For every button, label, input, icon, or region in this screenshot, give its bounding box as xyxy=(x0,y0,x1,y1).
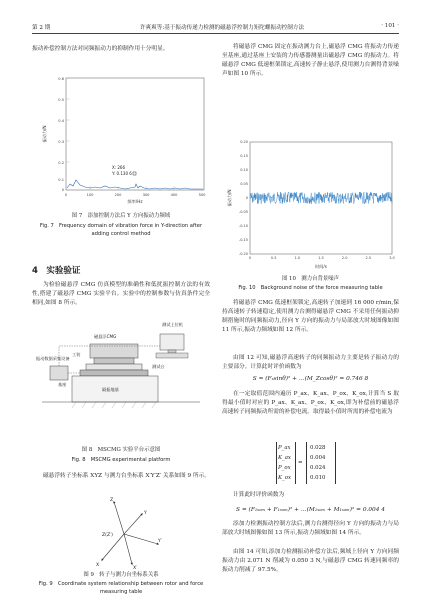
figure-8-diagram xyxy=(32,316,210,436)
fig10-ytick: -0.15 xyxy=(238,238,248,243)
axis-y: Y xyxy=(144,511,147,516)
left-paragraph-2: 为检验磁悬浮 CMG 仿真模型的准确性和低扰振控制方法的有效性,搭建了磁悬浮 CMG 实验平台。实验中的控制参数与仿真条件完全相同,如图 8 所示。 xyxy=(32,282,210,307)
right-paragraph-1: 将磁悬浮 CMG 固定在振动测力台上,磁悬浮 CMG 将振动力传递至基座,通过基座上安装的力传感器测量出磁悬浮 CMG 的振动力。将磁悬浮 CMG 低速框架锁定,高速转子静止悬浮,使用测力台测得背景噪声如图 10 所示。 xyxy=(222,44,399,78)
matrix-var-0: P_ax xyxy=(278,445,291,451)
left-paragraph-3: 磁悬浮转子坐标系 XYZ 与测力台坐标系 X′Y′Z′ 关系如图 9 所示。 xyxy=(43,473,210,479)
matrix-val-1: 0.004 xyxy=(310,455,326,461)
svg-text:0: 0 xyxy=(64,193,68,197)
svg-text:0.1: 0.1 xyxy=(58,178,64,182)
fig10-ytick: 0.20 xyxy=(240,140,248,145)
fig10-ytick: 0.15 xyxy=(240,154,248,159)
fig9-caption-cn: 图 9 转子与测力台坐标系关系 xyxy=(83,572,159,578)
svg-text:400: 400 xyxy=(170,193,178,197)
fig10-ylabel: 振动力/N xyxy=(227,189,232,207)
datatip-x: X: 266 xyxy=(112,165,125,170)
matrix-val-2: 0.024 xyxy=(310,465,326,471)
svg-text:500: 500 xyxy=(198,193,206,197)
figure-9 xyxy=(80,492,170,570)
svg-text:200: 200 xyxy=(114,193,122,197)
axis-zz: Z(Z′) xyxy=(102,533,113,538)
matrix-val-0: 0.028 xyxy=(310,445,326,451)
fig10-ytick: 0.10 xyxy=(240,168,248,173)
figure-7-plot xyxy=(40,72,210,210)
fig10-xlabel: 时间/s xyxy=(315,264,327,269)
right-paragraph-2: 将磁悬浮 CMG 低速框架锁定,高速转子加速到 16 000 r/min,保持高速转子转速稳定,使用测力台测得磁悬浮 CMG 不采用任何振动抑制措施时的同频振动力,径向 Y 方向的振动力与局部放大时域图像如图 11 所示,振动力频域如图 12 所示。 xyxy=(222,300,399,334)
svg-text:0.2: 0.2 xyxy=(58,161,64,165)
fig8-caption-cn: 图 8 MSCMG 实验平台示意图 xyxy=(81,447,161,453)
fig8-label-isolation: 隔振地基 xyxy=(102,387,119,392)
svg-text:0.3: 0.3 xyxy=(58,140,64,144)
fig10-ytick: -0.20 xyxy=(238,252,248,257)
equation-2: S = (F₁ₓₒₘ + F₁ₓₒₘ)² + …(M₁ₓₒₘ + M₁ₓₒₘ)² = 0.004 4 xyxy=(236,507,385,513)
left-paragraph-1: 振动补偿控制方法对同频振动力的抑制作用十分明显。 xyxy=(32,46,169,52)
fig10-xtick: 0.5 xyxy=(270,256,277,260)
right-paragraph-6: 添加力检测振动控制方法后,测力台测得径向 Y 方向的振动力与局部放大时域图像如图 13 所示,振动力频域如图 14 所示。 xyxy=(222,521,399,537)
matrix-var-1: K_ax xyxy=(278,455,291,461)
fig10-xtick: 2.5 xyxy=(365,256,372,260)
fig8-caption-en: Fig. 8 MSCMG experimental platform xyxy=(71,457,171,463)
fig8-label-base: 基座 xyxy=(58,382,67,387)
compensation-matrix: P_ax K_ax P_ox K_ox = 0.028 0.004 0.024 0.010 xyxy=(276,442,356,486)
fig8-label-table: 测试台 xyxy=(152,364,165,369)
svg-text:0.5: 0.5 xyxy=(58,98,64,102)
datatip-y: Y: 0.130 6 xyxy=(112,171,132,176)
page-number: · 101 · xyxy=(381,23,399,29)
matrix-var-3: K_ox xyxy=(278,475,292,481)
svg-text:0.4: 0.4 xyxy=(58,119,64,123)
fig10-ytick: 0 xyxy=(245,196,248,201)
fig10-noise-trace xyxy=(250,192,392,204)
svg-text:100: 100 xyxy=(86,193,94,197)
fig8-label-cmg: 磁悬浮CMG xyxy=(94,334,117,339)
fig10-ytick: 0.05 xyxy=(240,182,248,187)
right-paragraph-4: 在一定取值范围内遍历 P_ax、K_ax、P_ox、K_ox,计算当 S 取得最小值时对应的 P_ax、K_ax、P_ox、K_ox,即为补偿前的磁悬浮高速转子同频振动所需的补偿电流。取得最小值时所需的补偿电流为 xyxy=(222,391,399,416)
fig10-caption-en: Fig. 10 Background noise of the force measuring table xyxy=(238,285,383,291)
fig9-caption-en: Fig. 9 Coordinate system relationship between rotor and force measuring table xyxy=(38,581,204,595)
section-heading: 4 实验验证 xyxy=(32,266,81,276)
fig7-xlabel: 频率/Hz xyxy=(127,199,143,204)
right-paragraph-7: 由图 14 可知,添加力检测振动补偿方法后,频域上径向 Y 方向同频振动力由 2.071 N 削减为 0.050 3 N,与磁悬浮 CMG 转速同频率的振动力削减了 97.5%。 xyxy=(222,549,399,574)
svg-text:0: 0 xyxy=(61,188,64,192)
fig8-label-fixture: 工装 xyxy=(72,352,81,357)
fig7-caption-cn: 图 7 添加控制方法后 Y 方向振动力频域 xyxy=(71,213,171,219)
fig10-xtick: 1.0 xyxy=(294,256,301,260)
right-paragraph-5: 计算此时评价函数为 xyxy=(233,492,285,498)
fig10-xtick: 2.0 xyxy=(341,256,348,260)
axis-y-prime: Y′ xyxy=(158,539,162,544)
right-paragraph-3: 由图 12 可知,磁悬浮高速转子的同频振动力主要是转子振动力的主要部分。计算此时评价函数为 xyxy=(222,355,399,371)
axis-x: X xyxy=(96,563,100,568)
figure-9-axes xyxy=(80,492,170,570)
running-title: 许爽爽等:基于振动传递力检测的磁悬浮控制力矩陀螺振动控制方法 xyxy=(139,25,305,31)
figure-7 xyxy=(40,72,210,210)
matrix-var-2: P_ox xyxy=(278,465,291,471)
figure-10 xyxy=(226,138,400,272)
fig10-caption-cn: 图 10 测力台背景噪声 xyxy=(281,276,340,282)
svg-text:300: 300 xyxy=(142,193,150,197)
header-rule xyxy=(32,33,399,34)
axis-x-prime: X′ xyxy=(133,566,138,570)
fig8-label-daq: 振动数据采集设备 xyxy=(36,356,70,361)
equation-1: S = (Fₓsinθ)² + …(M_Zcosθ)² = 0.746 8 xyxy=(252,376,369,382)
fig10-xtick: 3.0 xyxy=(389,256,395,260)
fig10-xtick: 0 xyxy=(248,256,252,260)
issue-number: 第 2 期 xyxy=(32,25,51,31)
svg-text:0.6: 0.6 xyxy=(58,77,64,81)
fig8-label-host: 测试上位机 xyxy=(162,322,183,327)
figure-10-plot xyxy=(226,138,400,272)
datatip-marker xyxy=(133,172,136,175)
fig10-ytick: -0.10 xyxy=(238,224,248,229)
fig7-caption-en: Fig. 7 Frequency domain of vibration force in Y-direction after adding control method xyxy=(39,223,203,237)
axis-z: Z xyxy=(110,498,114,503)
matrix-val-3: 0.010 xyxy=(310,475,326,481)
fig7-ylabel: 振动力/N xyxy=(42,125,47,143)
fig10-xtick: 1.5 xyxy=(318,256,324,260)
fig10-ytick: -0.05 xyxy=(238,210,248,215)
figure-8 xyxy=(32,316,210,436)
